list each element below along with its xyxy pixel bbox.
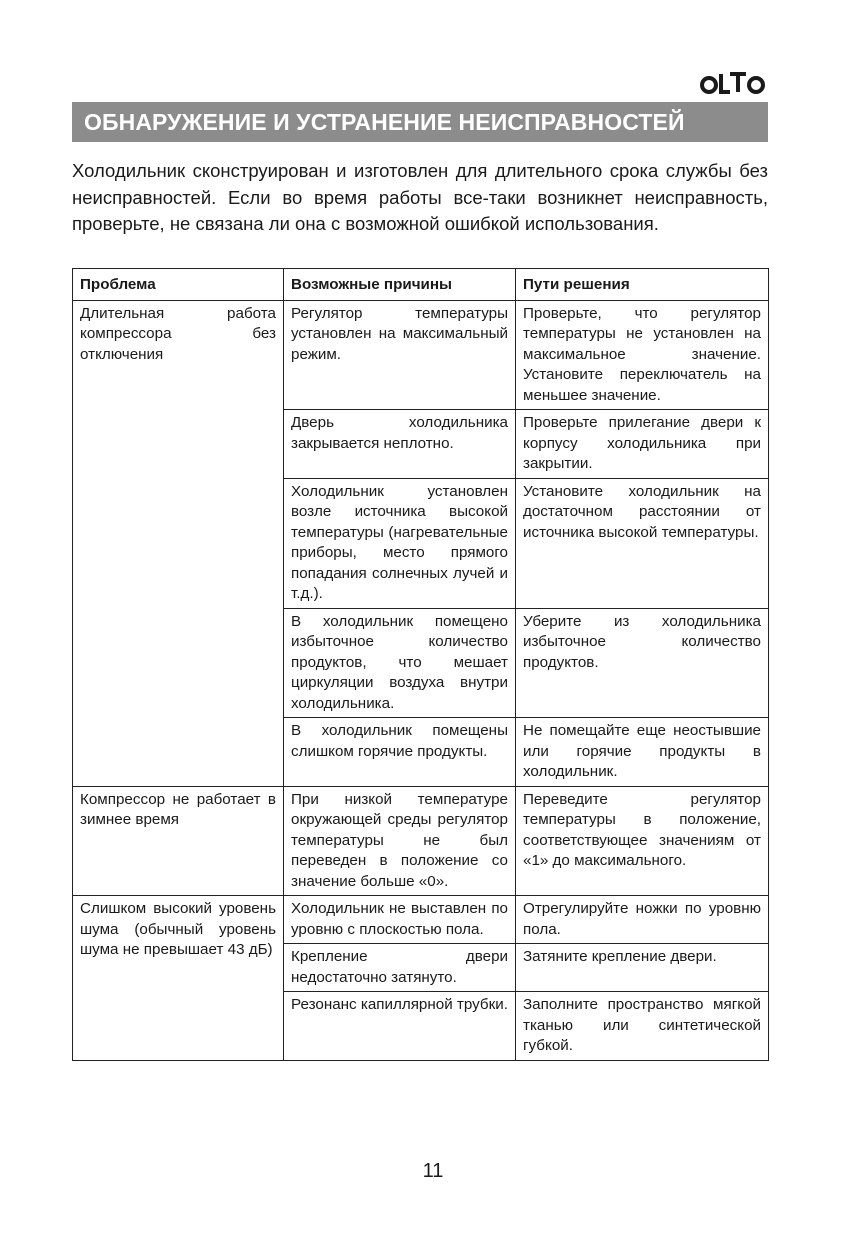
- cause-cell: Холодильник установлен возле источника высокой температуры (нагревательные приборы, место прямого попадания солнечных лучей и т.д.).: [284, 478, 516, 608]
- solution-cell: Проверьте, что регулятор температуры не установлен на максимальное значение. Установите переключатель на меньшее значение.: [516, 300, 769, 410]
- solution-cell: Уберите из холодильника избыточное количество продуктов.: [516, 608, 769, 718]
- solution-cell: Проверьте прилегание двери к корпусу холодильника при закрытии.: [516, 410, 769, 479]
- cause-cell: В холодильник помещено избыточное количество продуктов, что мешает циркуляции воздуха внутри холодильника.: [284, 608, 516, 718]
- cause-cell: Резонанс капиллярной трубки.: [284, 992, 516, 1061]
- page-number: 11: [422, 1160, 444, 1182]
- table-row: [73, 896, 769, 944]
- solution-cell: Установите холодильник на достаточном расстоянии от источника высокой температуры.: [516, 478, 769, 608]
- cause-cell: Регулятор температуры установлен на максимальный режим.: [284, 300, 516, 410]
- solution-cell: Отрегулируйте ножки по уровню пола.: [516, 896, 769, 944]
- section-title-bar: [72, 102, 768, 142]
- solution-cell: Заполните пространство мягкой тканью или синтетической губкой.: [516, 992, 769, 1061]
- cause-cell: В холодильник помещены слишком горячие продукты.: [284, 718, 516, 787]
- table-row: [73, 300, 769, 410]
- problem-cell: Компрессор не работает в зимнее время: [73, 786, 284, 896]
- solution-cell: Не помещайте еще неостывшие или горячие продукты в холодильник.: [516, 718, 769, 787]
- column-header-problem: Проблема: [73, 269, 284, 301]
- cause-cell: Дверь холодильника закрывается неплотно.: [284, 410, 516, 479]
- table-row: [73, 786, 769, 896]
- intro-paragraph: Холодильник сконструирован и изготовлен для длительного срока службы без неисправностей. Если во время работы все-таки возникнет неисправность, проверьте, не связана ли она с возможной ошибкой использования.: [72, 160, 768, 234]
- cause-cell: Крепление двери недостаточно затянуто.: [284, 944, 516, 992]
- solution-cell: Затяните крепление двери.: [516, 944, 769, 992]
- column-header-causes: Возможные причины: [284, 269, 516, 301]
- cause-cell: При низкой температуре окружающей среды регулятор температуры не был переведен в положение со значение больше «0».: [284, 786, 516, 896]
- problem-cell: Длительная работа компрессора без отключения: [73, 300, 284, 786]
- column-header-solutions: Пути решения: [516, 269, 769, 301]
- cause-cell: Холодильник не выставлен по уровню с плоскостью пола.: [284, 896, 516, 944]
- solution-cell: Переведите регулятор температуры в положение, соответствующее значениям от «1» до максимального.: [516, 786, 769, 896]
- problem-cell: Слишком высокий уровень шума (обычный уровень шума не превышает 43 дБ): [73, 896, 284, 1061]
- troubleshooting-table: [72, 268, 769, 1061]
- section-title: ОБНАРУЖЕНИЕ И УСТРАНЕНИЕ НЕИСПРАВНОСТЕЙ: [84, 108, 685, 135]
- olto-logo: [700, 66, 766, 98]
- table-header-row: [73, 269, 769, 301]
